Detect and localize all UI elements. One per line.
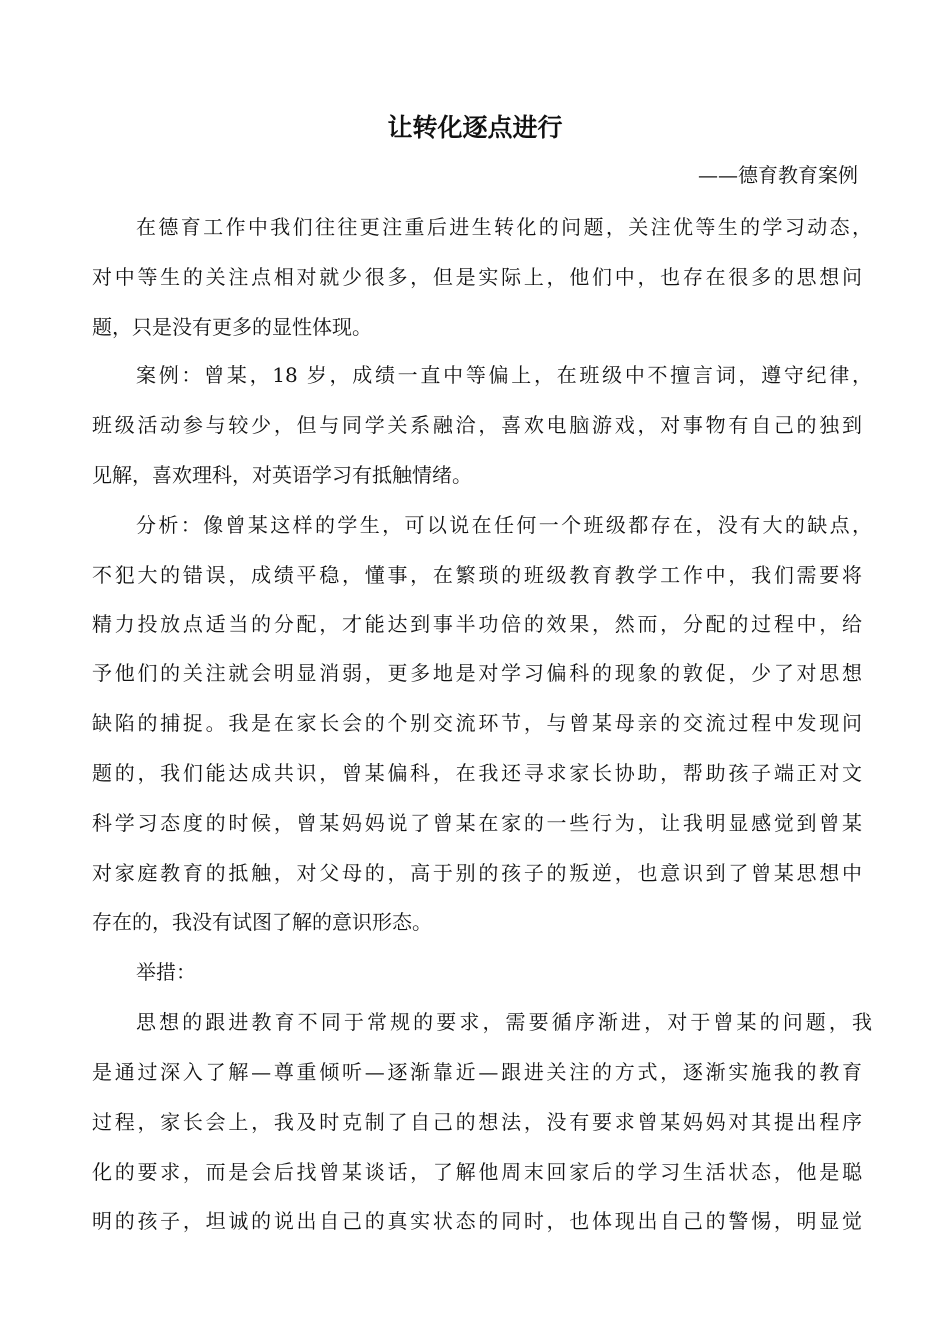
text-line: 缺陷的捕捉。我是在家长会的个别交流环节，与曾某母亲的交流过程中发现问 [92,711,862,735]
text-line: 明的孩子，坦诚的说出自己的真实状态的同时，也体现出自己的警惕，明显觉 [92,1209,862,1233]
text-line: 科学习态度的时候，曾某妈妈说了曾某在家的一些行为，让我明显感觉到曾某 [92,811,862,835]
text-line: 思想的跟进教育不同于常规的要求，需要循序渐进，对于曾某的问题，我 [136,1010,872,1034]
text-line: 予他们的关注就会明显消弱，更多地是对学习偏科的现象的敦促，少了对思想 [92,661,862,685]
text-line: 题，只是没有更多的显性体现。 [92,315,372,339]
text-line: 案例：曾某，18 岁，成绩一直中等偏上，在班级中不擅言词，遵守纪律， [136,363,872,387]
text-line: 不犯大的错误，成绩平稳，懂事，在繁琐的班级教育教学工作中，我们需要将 [92,563,862,587]
document-title: 让转化逐点进行 [387,113,563,142]
text-line: 精力投放点适当的分配，才能达到事半功倍的效果，然而，分配的过程中，给 [92,612,862,636]
text-line: 存在的，我没有试图了解的意识形态。 [92,910,432,934]
text-line: 是通过深入了解—尊重倾听—逐渐靠近—跟进关注的方式，逐渐实施我的教育 [92,1060,862,1084]
text-line: 化的要求，而是会后找曾某谈话，了解他周末回家后的学习生活状态，他是聪 [92,1160,862,1184]
text-line: 班级活动参与较少，但与同学关系融洽，喜欢电脑游戏，对事物有自己的独到 [92,413,862,437]
section-label: 举措： [136,960,196,984]
text-line: 对家庭教育的抵触，对父母的，高于别的孩子的叛逆，也意识到了曾某思想中 [92,861,862,885]
text-line: 分析：像曾某这样的学生，可以说在任何一个班级都存在，没有大的缺点， [136,513,872,537]
document-subtitle: ——德育教育案例 [698,163,858,187]
text-line: 题的，我们能达成共识，曾某偏科，在我还寻求家长协助，帮助孩子端正对文 [92,761,862,785]
text-line: 对中等生的关注点相对就少很多，但是实际上，他们中，也存在很多的思想问 [92,265,862,289]
text-line: 在德育工作中我们往往更注重后进生转化的问题，关注优等生的学习动态， [136,215,872,239]
text-line: 过程，家长会上，我及时克制了自己的想法，没有要求曾某妈妈对其提出程序 [92,1110,862,1134]
text-line: 见解，喜欢理科，对英语学习有抵触情绪。 [92,463,472,487]
